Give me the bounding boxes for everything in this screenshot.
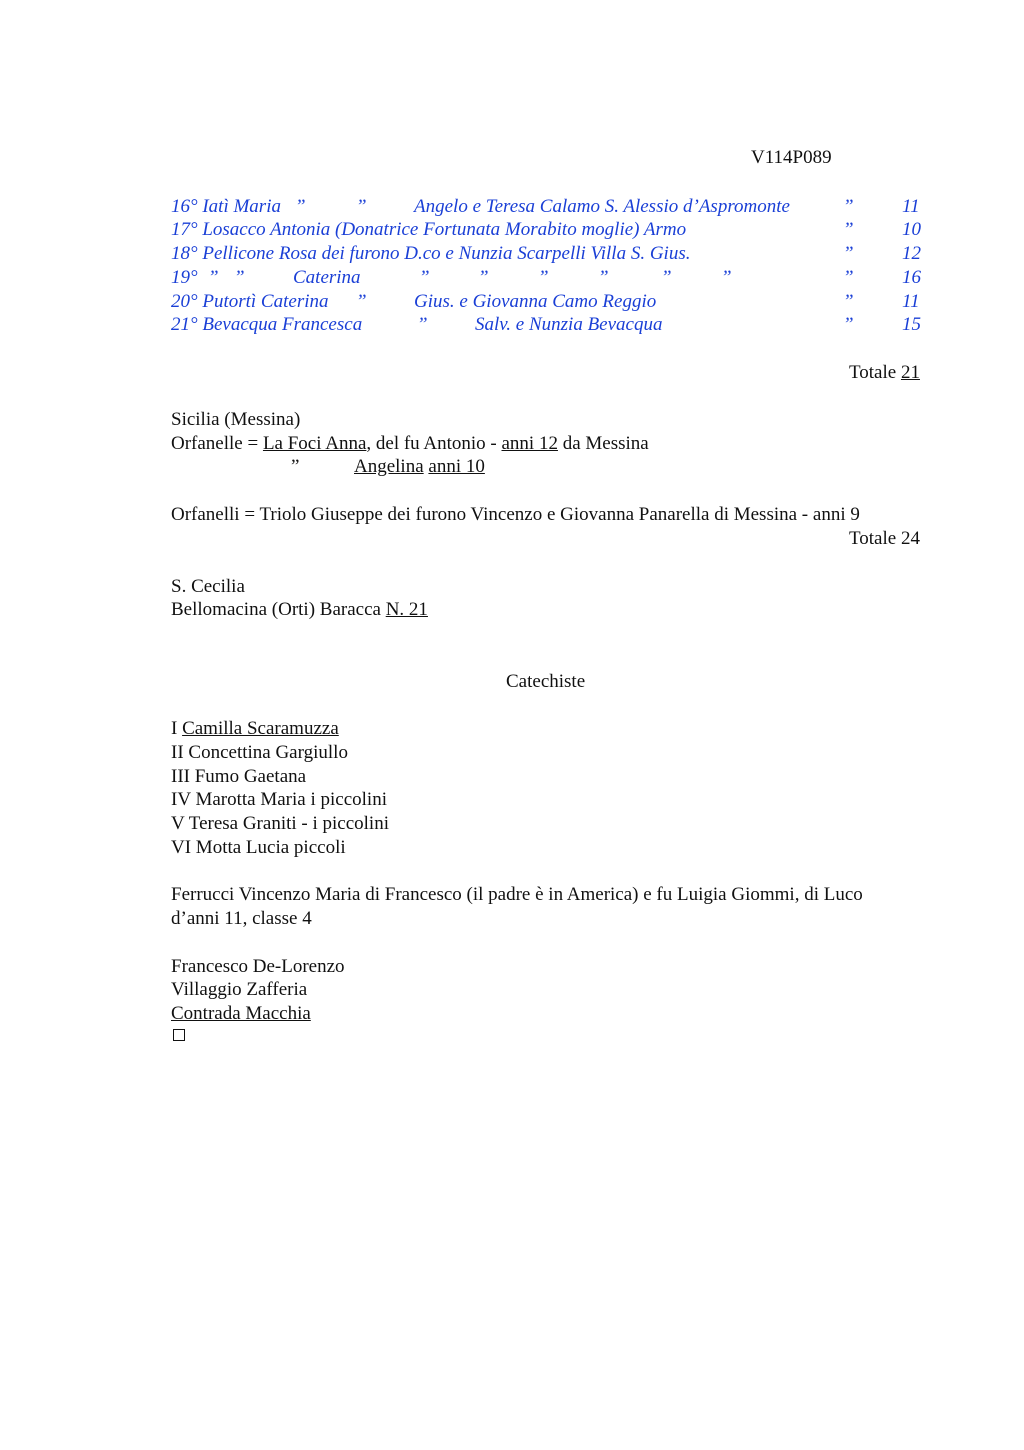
catechista-name: Camilla Scaramuzza [182, 718, 339, 739]
second-name: Angelina [354, 456, 424, 477]
catechista-item: II Concettina Gargiullo [171, 742, 348, 763]
list-row-19-ditto: ” [661, 267, 672, 288]
catechista-item: III Fumo Gaetana [171, 766, 307, 787]
catechista-item [171, 717, 339, 741]
list-row-17-age: 10 [902, 219, 921, 240]
orfanelle-ditto: ” [291, 456, 300, 477]
orfanelle-prefix: Orfanelle = [171, 433, 259, 454]
list-row-19-age: 16 [902, 267, 921, 288]
list-row-19-ditto: ” [843, 267, 854, 288]
contact-name: Francesco De-Lorenzo [171, 956, 345, 977]
list-row-21-ditto: ” [417, 314, 428, 335]
ferrucci-line-1: Ferrucci Vincenzo Maria di Francesco (il padre è in America) e fu Luigia Giommi, di Luco [171, 884, 863, 905]
total-21 [849, 361, 920, 385]
cecilia-heading: S. Cecilia [171, 576, 245, 597]
list-row-17-ditto: ” [843, 219, 854, 240]
list-row-21-parents: Salv. e Nunzia Bevacqua [475, 314, 663, 335]
list-row-20-age: 11 [902, 291, 920, 312]
list-row-21-ditto: ” [843, 314, 854, 335]
list-row-18-ditto: ” [843, 243, 854, 264]
orfanelle-place: da Messina [562, 433, 649, 454]
orfanelle-age: anni 12 [501, 433, 558, 454]
list-row-19-ditto: ” [419, 267, 430, 288]
catechista-item: VI Motta Lucia piccoli [171, 837, 346, 858]
contact-contrada: Contrada Macchia [171, 1003, 311, 1024]
total-24: Totale 24 [849, 528, 920, 549]
orfanelle-second [354, 455, 485, 479]
ferrucci-line-2: d’anni 11, classe 4 [171, 908, 312, 929]
catechiste-title: Catechiste [506, 671, 586, 692]
page-id: V114P089 [751, 147, 832, 168]
total-label: Totale [849, 362, 897, 383]
second-age: anni 10 [428, 456, 485, 477]
sicilia-heading: Sicilia (Messina) [171, 409, 301, 430]
orfanelli-line: Orfanelli = Triolo Giuseppe dei furono Vincenzo e Giovanna Panarella di Messina - anni 9 [171, 504, 860, 525]
catechista-item: IV Marotta Maria i piccolini [171, 789, 387, 810]
list-row-19-ditto: ” [598, 267, 609, 288]
list-row-19-ditto: ” [478, 267, 489, 288]
list-row-16-ditto: ” [843, 196, 854, 217]
list-row-19-name: Caterina [293, 267, 361, 288]
list-row-18-name: 18° Pellicone Rosa dei furono D.co e Nunzia Scarpelli Villa S. Gius. [171, 243, 691, 264]
orfanelle-mid: , del fu Antonio - [366, 433, 497, 454]
list-row-20-ditto: ” [843, 291, 854, 312]
list-row-16-ditto: ” [356, 196, 367, 217]
list-row-16-ditto: ” [295, 196, 306, 217]
list-row-19-ditto: ” [721, 267, 732, 288]
list-row-16-name: 16° Iatì Maria [171, 196, 281, 217]
catechista-numeral: I [171, 718, 178, 739]
list-row-21-name: 21° Bevacqua Francesca [171, 314, 363, 335]
total-value: 21 [900, 362, 920, 383]
list-row-19-ditto: ” [538, 267, 549, 288]
list-row-19-num: 19° [171, 267, 198, 288]
list-row-21-age: 15 [902, 314, 921, 335]
orfanelle-line [171, 432, 649, 456]
list-row-16-age: 11 [902, 196, 920, 217]
list-row-17-name: 17° Losacco Antonia (Donatrice Fortunata Morabito moglie) Armo [171, 219, 687, 240]
list-row-19-ditto: ” [234, 267, 245, 288]
list-row-19-ditto: ” [208, 267, 219, 288]
list-row-20-name: 20° Putortì Caterina [171, 291, 329, 312]
orfanelle-name: La Foci Anna [262, 433, 367, 454]
catechista-item: V Teresa Graniti - i piccolini [171, 813, 389, 834]
contact-village: Villaggio Zafferia [171, 979, 308, 1000]
list-row-20-ditto: ” [356, 291, 367, 312]
cecilia-address [171, 598, 428, 622]
list-row-20-parents: Gius. e Giovanna Camo Reggio [414, 291, 657, 312]
list-row-16-parents: Angelo e Teresa Calamo S. Alessio d’Aspromonte [414, 196, 790, 217]
address-prefix: Bellomacina (Orti) Baracca [171, 599, 381, 620]
address-number: N. 21 [385, 599, 428, 620]
list-row-18-age: 12 [902, 243, 921, 264]
checkbox-icon [173, 1029, 185, 1041]
